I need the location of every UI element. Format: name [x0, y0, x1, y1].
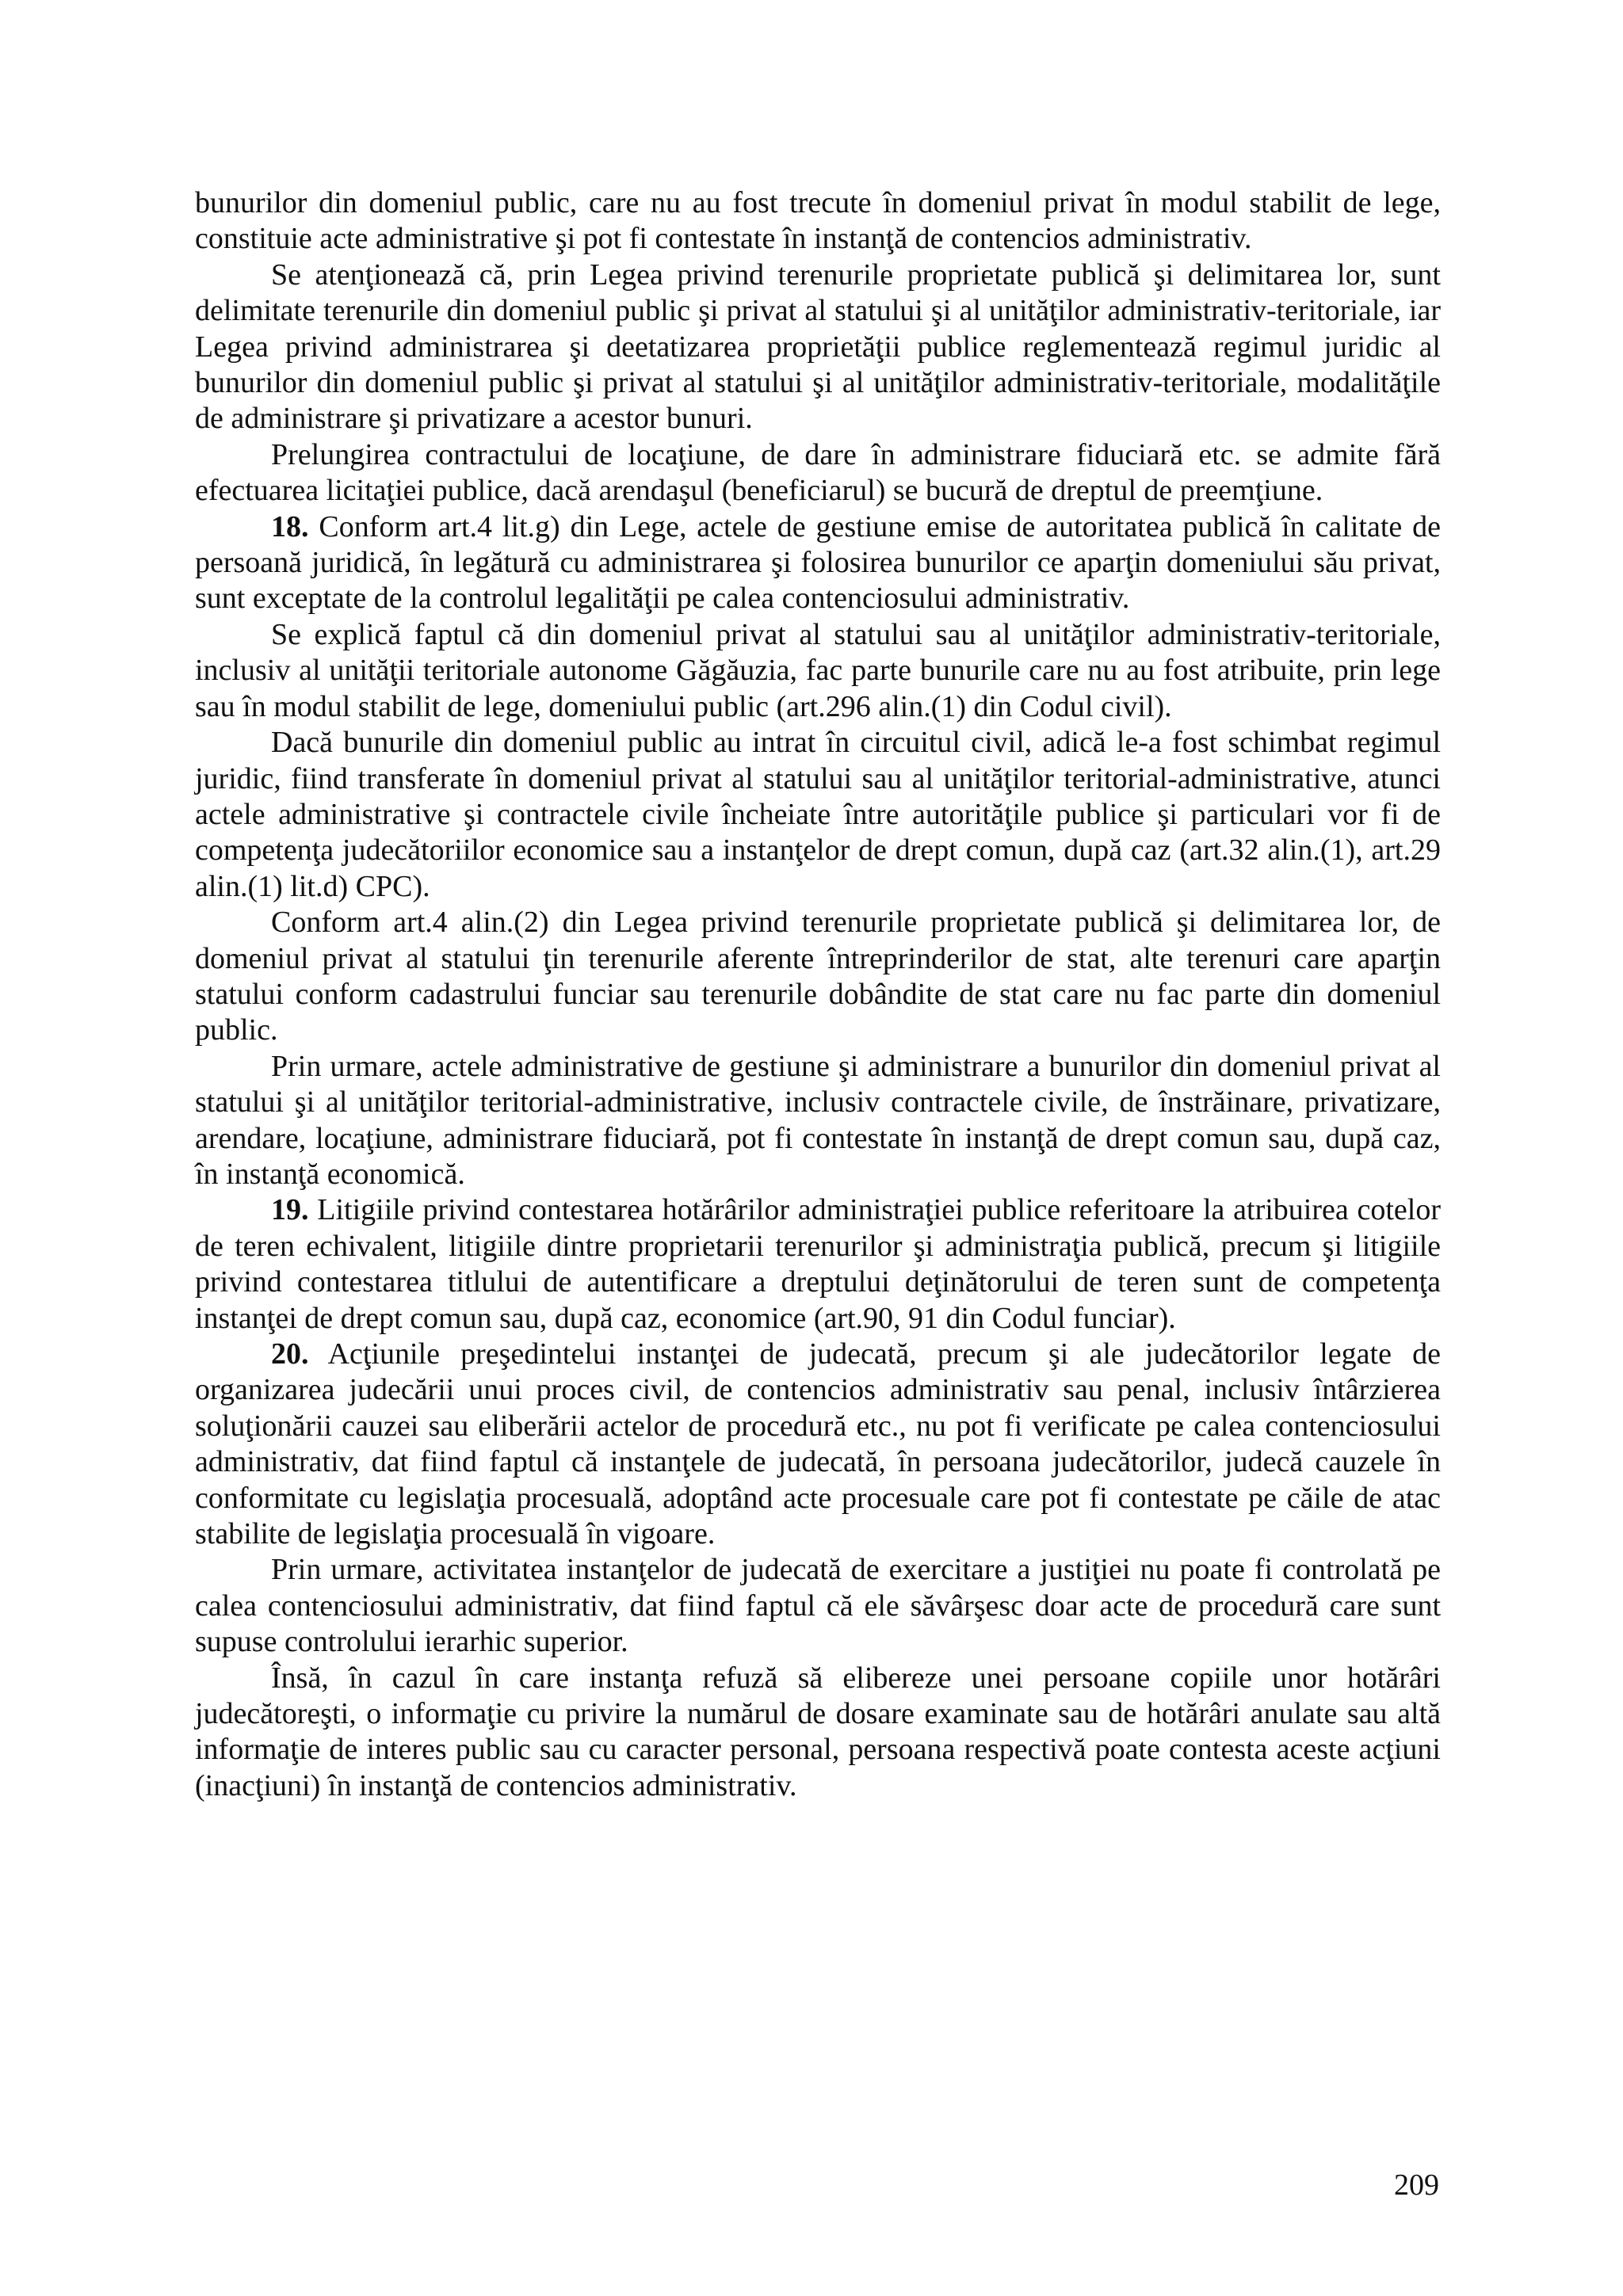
paragraph-text: Însă, în cazul în care instanţa refuză să elibereze unei persoane copiile unor hotărâri judecătoreşti, o informaţie cu privire la numărul de dosare examinate sau de hotărâri anulate sau altă informaţie de interes public sau cu caracter personal, persoana respectivă poate contesta aceste acţiuni (inacţiuni) în instanţă de contencios administrativ. — [195, 1661, 1441, 1802]
paragraph-number: 19. — [271, 1193, 309, 1227]
page-number: 209 — [1394, 2168, 1439, 2202]
paragraph-number: 20. — [271, 1337, 309, 1371]
paragraph — [195, 257, 1441, 437]
paragraph-20 — [195, 1337, 1441, 1552]
paragraph — [195, 1552, 1441, 1660]
body-text — [195, 185, 1441, 1804]
paragraph-text: Se explică faptul că din domeniul privat al statului sau al unităţilor administrativ-teritoriale, inclusiv al unităţii teritoriale autonome Găgăuzia, fac parte bunurile care nu au fost atribuite, prin lege sau în modul stabilit de lege, domeniului public (art.296 alin.(1) din Codul civil). — [195, 617, 1441, 723]
paragraph-text: Conform art.4 alin.(2) din Legea privind terenurile proprietate publică şi delimitarea lor, de domeniul privat al statului ţin terenurile aferente întreprinderilor de stat, alte terenuri care aparţin statului conform cadastrului funciar sau terenurile dobândite de stat care nu fac parte din domeniul public. — [195, 906, 1441, 1047]
paragraph-19 — [195, 1192, 1441, 1337]
paragraph-text: Prin urmare, actele administrative de gestiune şi administrare a bunurilor din domeniul privat al statului şi al unităţilor teritorial-administrative, inclusiv contractele civile, de înstrăinare, privatizare, arendare, locaţiune, administrare fiduciară, pot fi contestate în instanţă de drept comun sau, după caz, în instanţă economică. — [195, 1049, 1441, 1191]
paragraph-number: 18. — [271, 509, 309, 543]
paragraph-18 — [195, 509, 1441, 617]
paragraph-text: Prin urmare, activitatea instanţelor de judecată de exercitare a justiţiei nu poate fi controlată pe calea contenciosului administrativ, dat fiind faptul că ele săvârşesc doar acte de procedură care sunt supuse controlului ierarhic superior. — [195, 1553, 1441, 1659]
paragraph — [195, 1661, 1441, 1805]
paragraph — [195, 905, 1441, 1049]
paragraph-text: Dacă bunurile din domeniul public au intrat în circuitul civil, adică le-a fost schimbat regimul juridic, fiind transferate în domeniul privat al statului sau al unităţilor teritorial-administrative, atunci actele administrative şi contractele civile încheiate între autorităţile publice şi particulari vor fi de competenţa judecătoriilor economice sau a instanţelor de drept comun, după caz (art.32 alin.(1), art.29 alin.(1) lit.d) CPC). — [195, 726, 1441, 903]
paragraph-text: Prelungirea contractului de locaţiune, de dare în administrare fiduciară etc. se admite fără efectuarea licitaţiei publice, dacă arendaşul (beneficiarul) se bucură de dreptul de preemţiune. — [195, 437, 1441, 508]
paragraph-text: Acţiunile preşedintelui instanţei de judecată, precum şi ale judecătorilor legate de organizarea judecării unui proces civil, de contencios administrativ sau penal, inclusiv întârzierea soluţionării cauzei sau eliberării actelor de procedură etc., nu pot fi verificate pe calea contenciosului administrativ, dat fiind faptul că instanţele de judecată, în persoana judecătorilor, judecă cauzele în conformitate cu legislaţia procesuală, adoptând acte procesuale care pot fi contestate pe căile de atac stabilite de legislaţia procesuală în vigoare. — [195, 1337, 1441, 1551]
paragraph-continuation — [195, 185, 1441, 257]
paragraph — [195, 1049, 1441, 1193]
paragraph — [195, 725, 1441, 905]
paragraph-text: Litigiile privind contestarea hotărârilor administraţiei publice referitoare la atribuirea cotelor de teren echivalent, litigiile dintre proprietarii terenurilor şi administraţia publică, precum şi litigiile privind contestarea titlului de autentificare a dreptului deţinătorului de teren sunt de competenţa instanţei de drept comun sau, după caz, economice (art.90, 91 din Codul funciar). — [195, 1193, 1441, 1335]
paragraph-text: bunurilor din domeniul public, care nu au fost trecute în domeniul privat în modul stabilit de lege, constituie acte administrative şi pot fi contestate în instanţă de contencios administrativ. — [195, 186, 1441, 256]
paragraph — [195, 617, 1441, 725]
paragraph-text: Se atenţionează că, prin Legea privind terenurile proprietate publică şi delimitarea lor, sunt delimitate terenurile din domeniul public şi privat al statului şi al unităţilor administrativ-teritoriale, iar Legea privind administrarea şi deetatizarea proprietăţii publice reglementează regimul juridic al bunurilor din domeniul public şi privat al statului şi al unităţilor administrativ-teritoriale, modalităţile de administrare şi privatizare a acestor bunuri. — [195, 257, 1441, 436]
paragraph — [195, 437, 1441, 509]
paragraph-text: Conform art.4 lit.g) din Lege, actele de gestiune emise de autoritatea publică în calitate de persoană juridică, în legătură cu administrarea şi folosirea bunurilor ce aparţin domeniului său privat, sunt exceptate de la controlul legalităţii pe calea contenciosului administrativ. — [195, 509, 1441, 616]
